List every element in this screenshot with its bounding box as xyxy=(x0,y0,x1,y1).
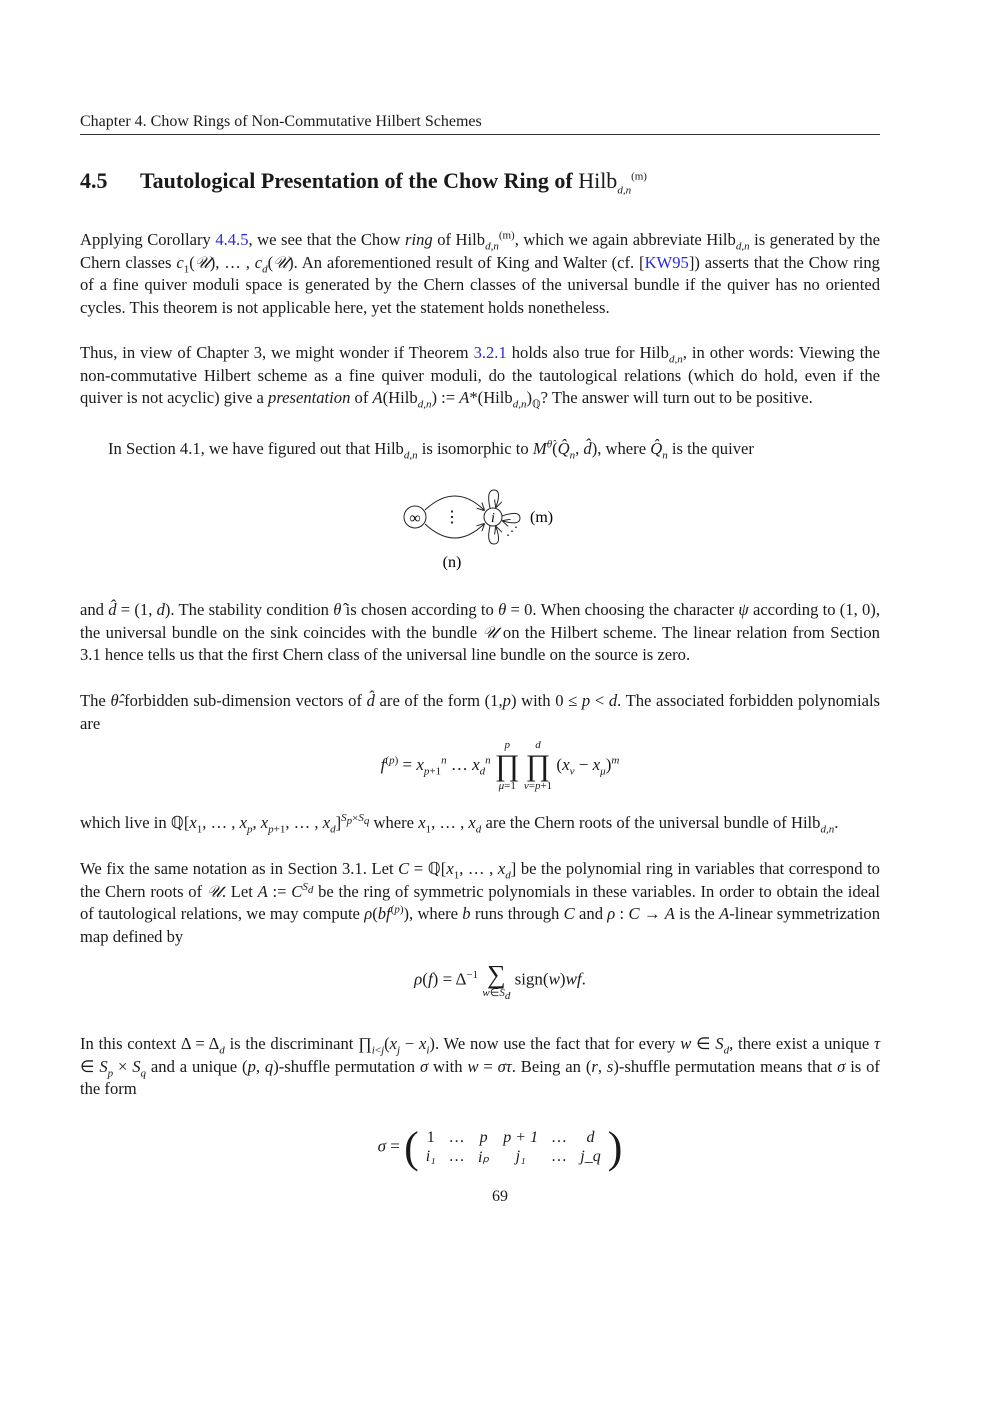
sink-vertex-label: i xyxy=(491,511,495,526)
section-title xyxy=(80,168,900,197)
loops-label: (m) xyxy=(530,509,554,526)
paragraph-8: In this context $\Delta = \Delta_d$ is the discriminant $\prod_{i<j}(x_j - x_i)$. We now use the fact that for every w ∈ $S_d$, there exist a unique τ ∈ $S_p \times S_q$ and a unique (p, q)-shuffle permutation σ with w = στ. Being an (r, s)-shuffle permutation means that σ is of the form xyxy=(80,1034,881,1099)
paragraph-5: The θ̂-forbidden sub-dimension vectors of d̂ are of the form (1,p) with 0 ≤ p < d. The associated forbidden polynomials are xyxy=(80,691,881,733)
formula-symmetrization: $\rho(f) = \Delta^{-1}$ ∑ $w\in S_d$ sign(w)wf. xyxy=(414,960,586,1003)
permutation-matrix: ( 1 … p p + 1 … d i₁ … iₚ j₁ … j_q ) xyxy=(404,1123,623,1172)
loop-dots: ⋰ xyxy=(506,524,518,538)
source-vertex-label: ∞ xyxy=(409,510,421,527)
paragraph-4: and d̂ = (1, d). The stability condition θ̂ is chosen according to θ = 0. When choosing the character ψ according to (1, 0), the universal bundle on the sink coincides with the bundle 𝒰 on the Hilbert scheme. The linear relation from Section 3.1 hence tells us that the first Chern class of the universal line bundle on the source is zero. xyxy=(80,600,880,665)
citation-link[interactable]: KW95 xyxy=(644,252,689,272)
loop-top xyxy=(489,490,499,508)
quiver-diagram xyxy=(390,480,590,580)
section-title-text: Tautological Presentation of the Chow Ring of xyxy=(140,168,573,193)
formula-forbidden-polynomial: $f^{(p)} = x_{p+1}^n$ … $x_d^n$ p ∏ μ=1 d ∏ ν=p+1 $(x_\nu - x_\mu)^m$ xyxy=(380,739,620,792)
page-number: 69 xyxy=(492,1188,508,1205)
arrow-bottom xyxy=(425,524,484,538)
loop-bottom xyxy=(489,526,499,544)
paragraph-7: We fix the same notation as in Section 3.1. Let $C = ℚ[x_1$, … , $x_d$] be the polynomial ring in variables that correspond to the Chern roots of 𝒰. Let A := $C^{S_d}$ be the ring of symmetric polynomials in these variables. In order to obtain the ideal of tautological relations, we may compute $\rho(bf^{(p)})$, where b runs through C and ρ : C → A is the A-linear symmetrization map defined by xyxy=(80,859,881,947)
formula-shuffle-permutation: σ = ( 1 … p p + 1 … d i₁ … iₚ j₁ … j_q ) xyxy=(377,1123,623,1172)
arrows-label: (n) xyxy=(442,554,462,571)
arrow-dots: ⋮ xyxy=(444,509,460,526)
loop-right xyxy=(502,513,520,522)
paragraph-2: Thus, in view of Chapter 3, we might wonder if Theorem 3.2.1 holds also true for Hilb$_{d,n}$, in other words: Viewing the non-commutative Hilbert scheme as a fine quiver moduli, do the tautological relations (which do hold, even if the quiver is not acyclic) give a presentation of A(Hilb$_{d,n}$) := $A*(Hilb_{d,n})_ℚ$? The answer will turn out to be positive. xyxy=(80,343,881,411)
paragraph-6: which live in $ℚ[x_1$, … , $x_p$, $x_{p+1}$, … , $x_d]^{S_p\times S_q}$ where $x_1$, … , $x_d$ are the Chern roots of the universal bundle of Hilb$_{d,n}$. xyxy=(80,812,839,836)
paragraph-1: Applying Corollary 4.4.5, we see that the Chow ring of Hilb$_{d,n}^{(m)}$, which we again abbreviate Hilb$_{d,n}$ is generated by the Chern classes $c_1(𝒰)$, … , $c_d(𝒰)$. An aforementioned result of King and Walter (cf. [KW95]) asserts that the Chow ring of a fine quiver moduli space is generated by the Chern classes of the universal bundle if the quiver has no oriented cycles. This theorem is not applicable here, yet the statement holds nonetheless. xyxy=(80,229,881,318)
running-header: Chapter 4. Chow Rings of Non-Commutative Hilbert Schemes xyxy=(80,113,880,135)
section-number: 4.5 xyxy=(80,168,108,193)
theorem-link[interactable]: 3.2.1 xyxy=(473,343,507,362)
corollary-link[interactable]: 4.4.5 xyxy=(215,230,249,249)
section-title-symbol: Hilb$_{d,n}^{(m)}$ xyxy=(578,168,647,197)
paragraph-3: In Section 4.1, we have figured out that Hilb$_{d,n}$ is isomorphic to $M^{\thetâ}(Q̂_n$, d̂), where $Q̂_n$ is the quiver xyxy=(108,438,754,462)
arrow-top xyxy=(425,496,484,510)
